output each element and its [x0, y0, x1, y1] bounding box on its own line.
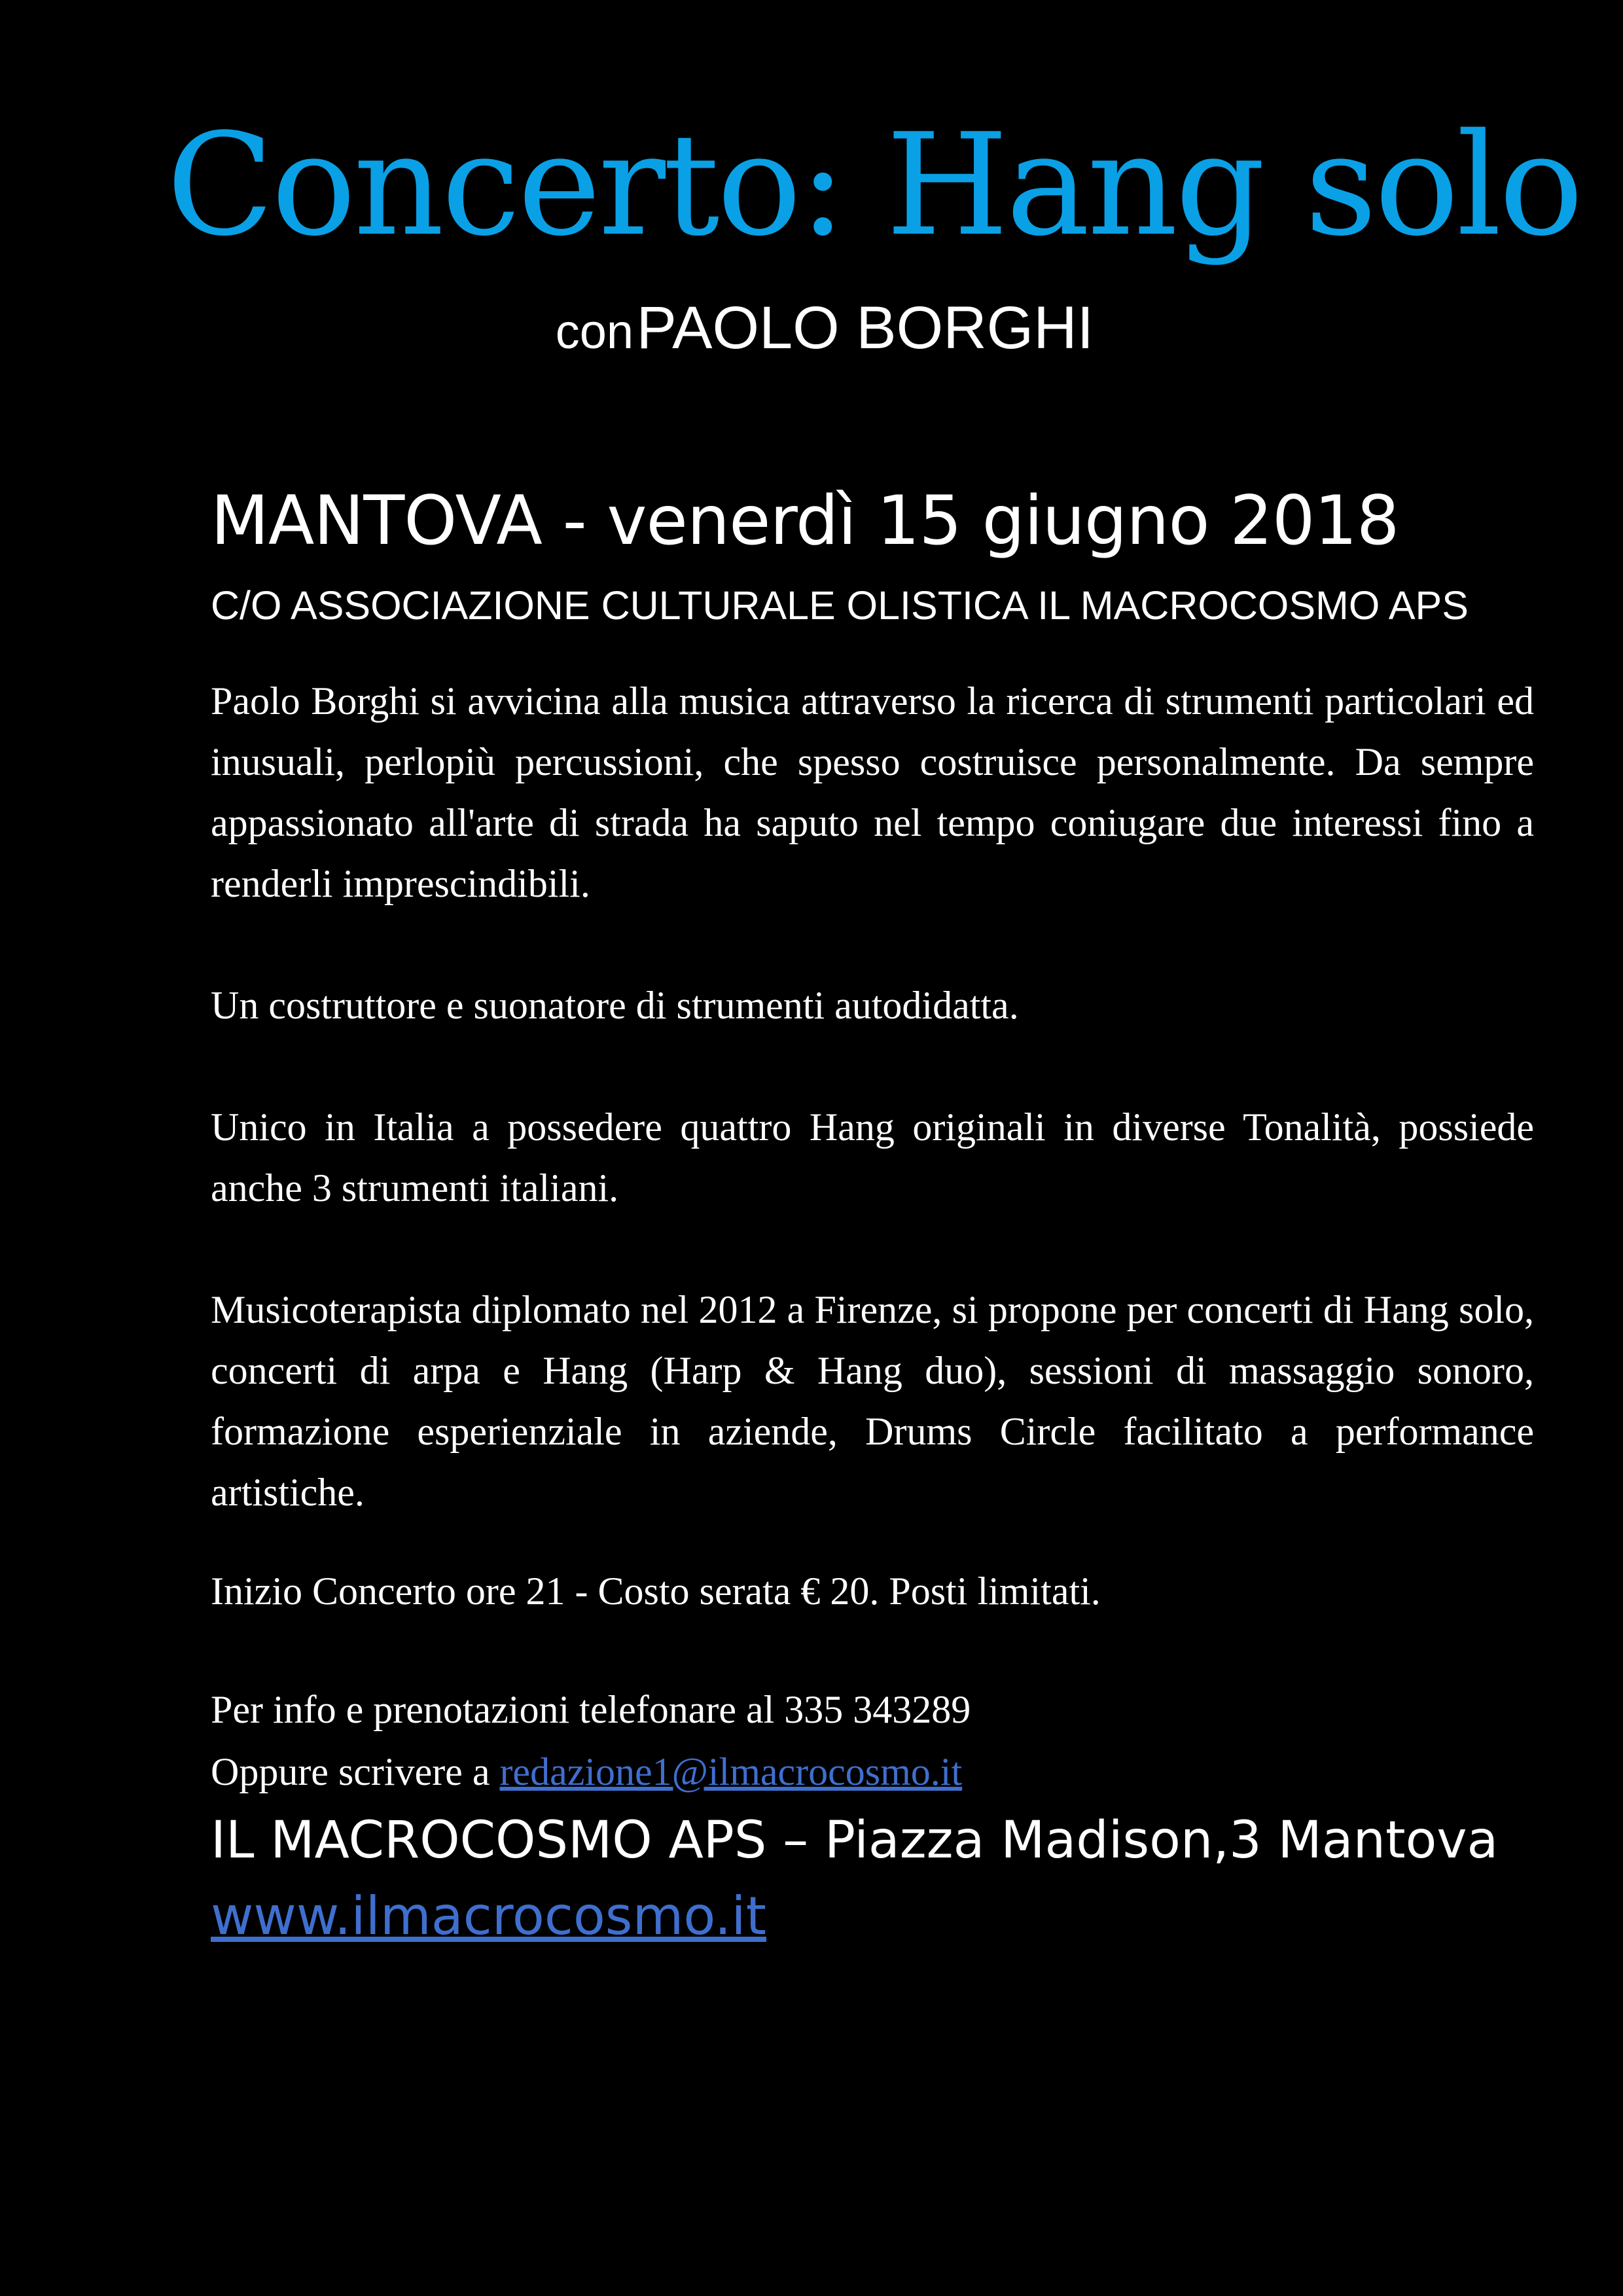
email-prefix: Oppure scrivere a [211, 1750, 500, 1793]
website-link[interactable]: www.ilmacrocosmo.it [211, 1886, 766, 1946]
performer-prefix: con [555, 304, 634, 359]
performer-line [0, 295, 1623, 361]
contact-info [211, 1679, 1585, 1803]
email-line [211, 1741, 1585, 1803]
concert-title: Concerto: Hang solo [166, 103, 1581, 267]
event-place-date: MANTOVA - venerdì 15 giugno 2018 [211, 482, 1399, 560]
description-body [211, 671, 1534, 1622]
email-link[interactable]: redazione1@ilmacrocosmo.it [499, 1750, 963, 1793]
phone-line: Per info e prenotazioni telefonare al 335 343289 [211, 1688, 971, 1731]
paragraph-builder: Un costruttore e suonatore di strumenti autodidatta. [211, 984, 1019, 1027]
paragraph-instruments: Unico in Italia a possedere quattro Hang originali in diverse Tonalità, possiede anche 3 strumenti italiani. [211, 1105, 1534, 1210]
paragraph-schedule-price: Inizio Concerto ore 21 - Costo serata € 20. Posti limitati. [211, 1570, 1101, 1613]
paragraph-services: Musicoterapista diplomato nel 2012 a Firenze, si propone per concerti di Hang solo, concerti di arpa e Hang (Harp & Hang duo), sessioni di massaggio sonoro, formazione esperienziale in aziende, Drums Circle facilitato a performance artistiche. [211, 1288, 1534, 1514]
organizer-footer [211, 1803, 1585, 1954]
performer-name: PAOLO BORGHI [636, 295, 1094, 361]
event-venue: C/O ASSOCIAZIONE CULTURALE OLISTICA IL MACROCOSMO APS [211, 583, 1469, 628]
organizer-address: IL MACROCOSMO APS – Piazza Madison,3 Mantova [211, 1811, 1499, 1870]
paragraph-bio: Paolo Borghi si avvicina alla musica attraverso la ricerca di strumenti particolari ed inusuali, perlopiù percussioni, che spesso costruisce personalmente. Da sempre appassionato all'arte di strada ha saputo nel tempo coniugare due interessi fino a renderli imprescindibili. [211, 679, 1534, 905]
